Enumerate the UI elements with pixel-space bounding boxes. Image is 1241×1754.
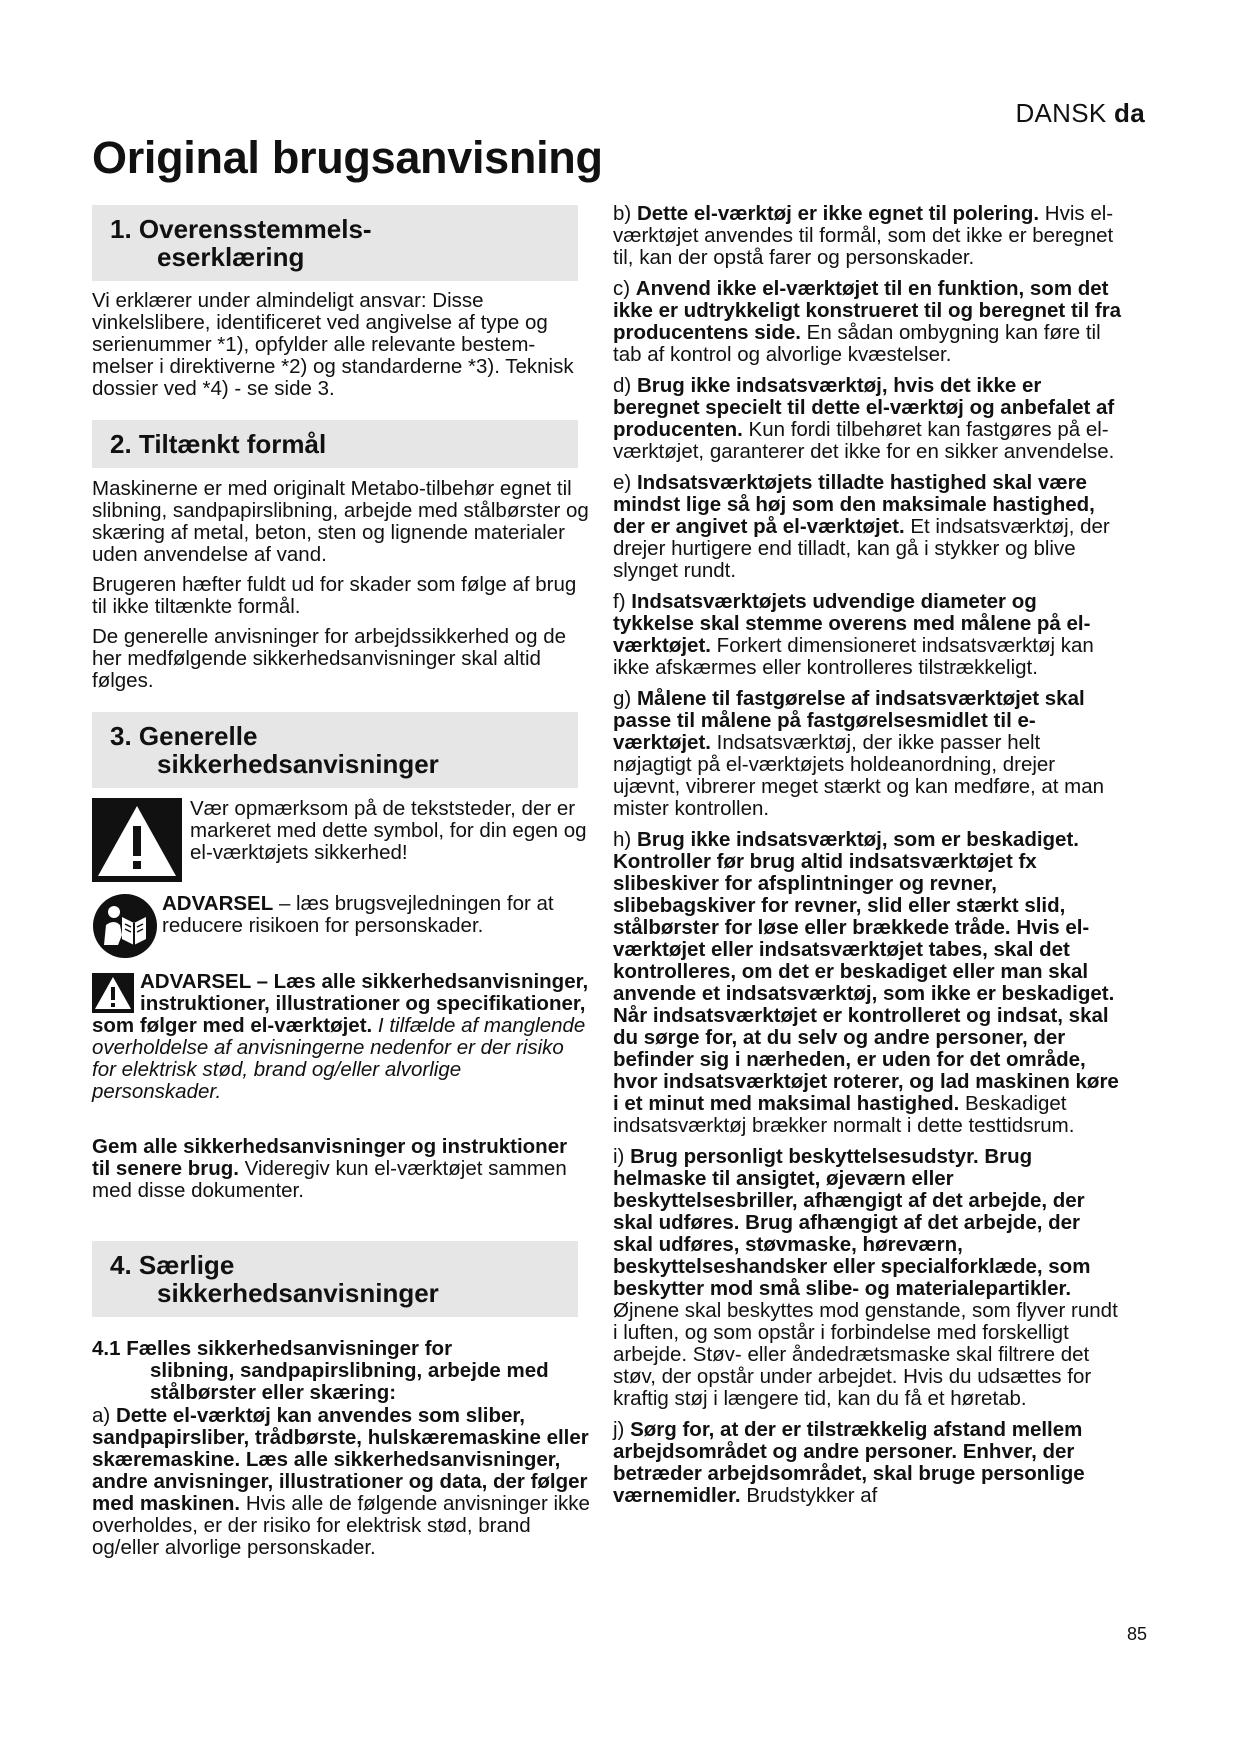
advarsel-read-manual-row xyxy=(92,893,590,961)
safety-item-prefix: b) xyxy=(613,202,637,225)
safety-item-heading: Indsatsværktøjets udvendige diameter og tykkelse skal stemme overens med målene på el-værktøjet. xyxy=(613,590,1091,657)
safety-item-heading: Dette el-værktøj er ikke egnet til polering. xyxy=(636,202,1040,225)
page-number: 85 xyxy=(1126,1624,1147,1644)
page-title: Original brugsanvisning xyxy=(92,132,603,183)
general-instructions-paragraph: De generelle anvisninger for arbejdssikkerhed og de her medfølgende sikkerhedsanvisninger skal altid følges. xyxy=(92,625,567,692)
keep-instructions-text: Videregiv kun el-værktøjet sammen med disse dokumenter. xyxy=(92,1157,567,1202)
warning-triangle-icon xyxy=(92,798,182,882)
read-manual-icon xyxy=(92,893,158,959)
safety-item xyxy=(613,375,1123,463)
safety-item xyxy=(613,1146,1123,1410)
section-4-continuation: sikkerhedsanvisninger xyxy=(157,1278,439,1308)
item-a-block xyxy=(92,1405,590,1567)
safety-item xyxy=(613,591,1123,679)
warning-symbol-row xyxy=(92,798,590,882)
section-1-number: 1. Overensstemmels- xyxy=(110,214,372,244)
advarsel-read-manual-text xyxy=(162,893,590,937)
section-2-number: 2. Tiltænkt formål xyxy=(110,429,327,459)
advarsel-read-all-block xyxy=(92,971,590,1103)
item-a-heading: Dette el-værktøj kan anvendes som sliber, sandpapirsliber, trådbørste, hulskæremaskine eller skæremaskine. Læs alle sikkerhedsanvisninger, andre anvisninger, illustrationer og data, der følger med maskinen. xyxy=(92,1404,589,1515)
safety-item-heading: Indsatsværktøjets tilladte hastighed skal være mindst lige så høj som den maksimale hastighed, der er angivet på el-værktøjet. xyxy=(613,471,1095,538)
section-1-body xyxy=(92,290,590,408)
safety-item xyxy=(613,1419,1123,1507)
advarsel-read-manual-detail: – læs brugsvejledningen for at reducere risikoen for personskader. xyxy=(162,892,554,937)
subsection-4-1-heading xyxy=(92,1338,590,1404)
safety-item-text: Kun fordi tilbehøret kan fastgøres på el-værktøjet, garanterer det ikke for en sikker anvendelse. xyxy=(613,418,1115,463)
safety-item xyxy=(613,829,1123,1137)
advarsel-label: ADVARSEL xyxy=(162,892,274,915)
section-3-number: 3. Generelle xyxy=(110,721,258,751)
section-3-heading xyxy=(92,712,578,788)
safety-item-text: En sådan ombygning kan føre til tab af kontrol og alvorlige kvæstelser. xyxy=(613,321,1101,366)
safety-item-text: Beskadiget indsatsværktøj brækker normalt i dette testtidsrum. xyxy=(613,1092,1075,1137)
section-4-heading xyxy=(92,1241,578,1317)
section-2-body xyxy=(92,478,590,700)
language-name: DANSK xyxy=(1015,98,1107,128)
safety-item-heading: Brug ikke indsatsværktøj, som er beskadiget. Kontroller før brug altid indsatsværktøjet fx slibeskiver for afsplintninger og revner, slibebagskiver for revner, slid eller stærkt slid, stålbørster for løse eller brækkede tråde. Hvis el-værktøjet eller indsatsværktøjet tabes, skal det kontrolleres, om det er beskadiget eller man skal anvende et indsatsværktøj, som ikke er beskadiget. Når indsatsværktøjet er kontrolleret og indsat, skal du sørge for, at du selv og andre personer, der befinder sig i nærheden, er uden for det område, hvor indsatsværktøjet roterer, og lad maskinen køre i et minut med maksimal hastighed. xyxy=(613,828,1119,1115)
section-3-continuation: sikkerhedsanvisninger xyxy=(157,749,439,779)
safety-item-text: Øjnene skal beskyttes mod genstande, som flyver rundt i luften, og som opstår i forbindelse med forskelligt arbejde. Støv- eller åndedrætsmaske skal filtrere det støv, der opstår under arbejdet. Hvis du udsættes for kraftig støj i længere tid, kan du få et høretab. xyxy=(613,1299,1118,1410)
intended-use-paragraph: Maskinerne er med originalt Metabo-tilbehør egnet til slibning, sandpapirslibning, arbejde med stålbørster og skæring af metal, beton, sten og lignende materialer uden anvendelse af vand. xyxy=(92,477,589,566)
section-1-heading xyxy=(92,205,578,281)
safety-item-heading: Brug ikke indsatsværktøj, hvis det ikke er beregnet specielt til dette el-værktøj og anbefalet af producenten. xyxy=(613,374,1115,441)
subsection-4-1-line3: stålbørster eller skæring: xyxy=(150,1381,397,1404)
safety-item-prefix: h) xyxy=(613,828,637,851)
safety-item-text: Et indsatsværktøj, der drejer hurtigere end tilladt, kan gå i stykker og blive slynget rundt. xyxy=(613,515,1110,582)
safety-item xyxy=(613,278,1123,366)
subsection-4-1-line2: slibning, sandpapirslibning, arbejde med xyxy=(150,1359,549,1382)
safety-item xyxy=(613,688,1123,820)
safety-item-prefix: c) xyxy=(613,277,636,300)
safety-item-prefix: f) xyxy=(613,590,632,613)
safety-item-text: Forkert dimensioneret indsatsværktøj kan ikke afskærmes eller kontrolleres tilstrækkeligt. xyxy=(613,634,1094,679)
section-4-number: 4. Særlige xyxy=(110,1250,235,1280)
warning-symbol-text: Vær opmærksom på de tekststeder, der er markeret med dette symbol, for din egen og el-værktøjets sikkerhed! xyxy=(190,797,587,864)
safety-item-text: Brudstykker af xyxy=(740,1484,878,1507)
safety-item-heading: Målene til fastgørelse af indsatsværktøjet skal passe til målene på fastgørelsesmidlet til e-værktøjet. xyxy=(613,687,1085,754)
safety-items-list xyxy=(613,203,1123,1516)
liability-paragraph: Brugeren hæfter fuldt ud for skader som følge af brug til ikke tiltænkte formål. xyxy=(92,573,577,618)
safety-item-heading: Brug personligt beskyttelsesudstyr. Brug helmaske til ansigtet, øjeværn eller beskyttelsesbriller, afhængigt af det arbejde, der skal udføres. Brug afhængigt af det arbejde, der skal udføres, støvmaske, høreværn, beskyttelseshandsker eller specialforklæde, som beskytter mod små slibe- og materialepartikler. xyxy=(613,1145,1091,1300)
advarsel-read-all-italic: I tilfælde af manglende overholdelse af anvisningerne nedenfor er der risiko for elektrisk stød, brand og/eller alvorlige personskader. xyxy=(92,1014,586,1103)
safety-item-heading: Anvend ikke el-værktøjet til en funktion, som det ikke er udtrykkeligt konstrueret til og beregnet til fra producentens side. xyxy=(613,277,1122,344)
safety-item xyxy=(613,472,1123,582)
advarsel-read-all-heading: ADVARSEL – Læs alle sikkerhedsanvisninger, instruktioner, illustrationer og specifikationer, som følger med el-værktøjet. xyxy=(92,970,589,1037)
language-label xyxy=(1015,98,1145,129)
safety-item-prefix: e) xyxy=(613,471,637,494)
keep-instructions-block xyxy=(92,1136,590,1210)
safety-item-prefix: g) xyxy=(613,687,637,710)
section-1-continuation: eserklæring xyxy=(157,242,305,272)
safety-item-text: Hvis el-værktøjet anvendes til formål, som det ikke er beregnet til, kan der opstå farer og personskader. xyxy=(613,202,1114,269)
keep-instructions-heading: Gem alle sikkerhedsanvisninger og instruktioner til senere brug. xyxy=(92,1135,568,1180)
safety-item-prefix: j) xyxy=(613,1418,631,1441)
item-a-text: Hvis alle de følgende anvisninger ikke overholdes, er der risiko for elektrisk stød, brand og/eller alvorlige personskader. xyxy=(92,1492,590,1559)
safety-item-prefix: d) xyxy=(613,374,637,397)
item-a-prefix: a) xyxy=(92,1404,116,1427)
safety-item-heading: Sørg for, at der er tilstrækkelig afstand mellem arbejdsområdet og andre personer. Enhver, der betræder arbejdsområdet, skal bruge personlige værnemidler. xyxy=(613,1418,1085,1507)
language-code: da xyxy=(1114,98,1145,128)
safety-item-prefix: i) xyxy=(613,1145,631,1168)
safety-item xyxy=(613,203,1123,269)
declaration-text: Vi erklærer under almindeligt ansvar: Disse vinkelslibere, identificeret ved angivelse af type og serienummer *1), opfylder alle relevante bestem-melser i direktiverne *2) og standarderne *3). Teknisk dossier ved *4) - se side 3. xyxy=(92,289,574,400)
section-2-heading xyxy=(92,420,578,468)
safety-item-text: Indsatsværktøj, der ikke passer helt nøjagtigt på el-værktøjets holdeanordning, drejer ujævnt, vibrerer meget stærkt og kan medføre, at man mister kontrollen. xyxy=(613,731,1105,820)
subsection-4-1-line1: 4.1 Fælles sikkerhedsanvisninger for xyxy=(92,1337,453,1360)
small-warning-triangle-icon xyxy=(92,973,134,1013)
